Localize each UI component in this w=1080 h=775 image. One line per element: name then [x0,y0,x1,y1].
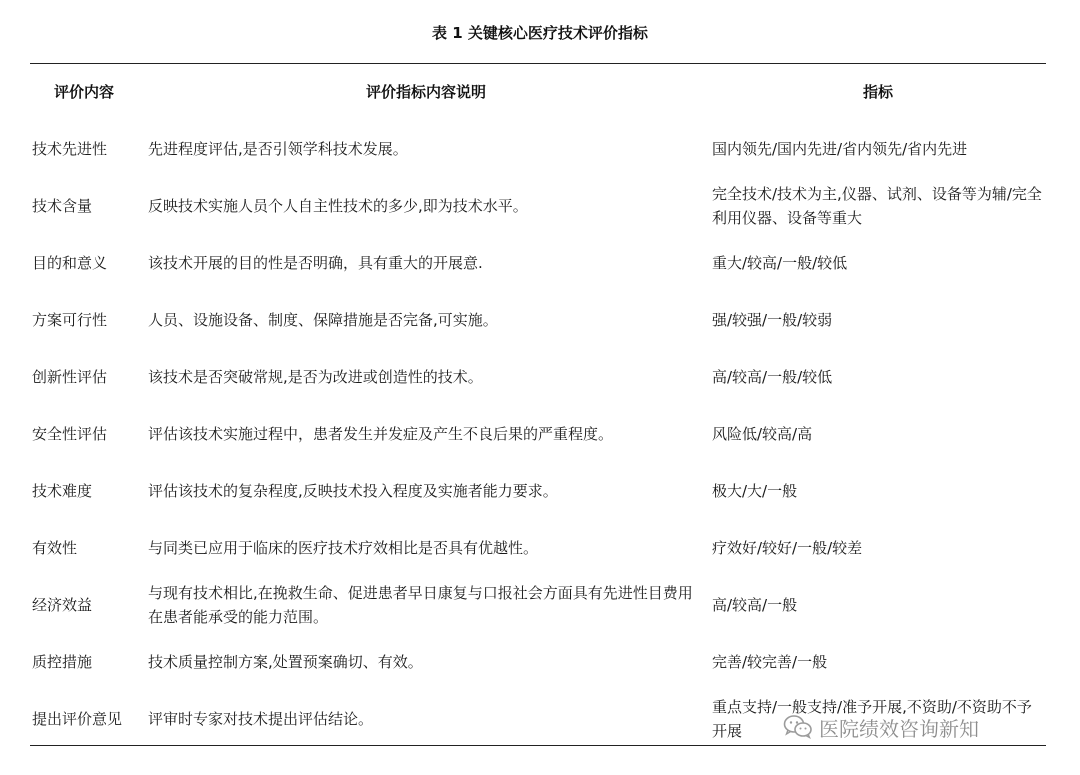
row-indicator: 疗效好/较好/一般/较差 [712,538,863,557]
row-item: 提出评价意见 [32,709,123,728]
table-row [0,177,1080,234]
watermark [783,712,979,742]
row-description: 先进程度评估,是否引领学科技术发展。 [148,139,408,158]
table-row [0,120,1080,177]
table-title: 表 1 关键核心医疗技术评价指标 [432,24,648,42]
row-item: 方案可行性 [32,310,108,329]
row-description: 与现有技术相比,在挽救生命、促进患者早日康复与口报社会方面具有先进性目费用在患者能承受的能力范围。 [148,583,693,626]
row-indicator: 高/较高/一般/较低 [712,367,833,386]
row-indicator: 重大/较高/一般/较低 [712,253,848,272]
table-row [0,291,1080,348]
row-description: 评审时专家对技术提出评估结论。 [148,709,374,728]
header-indicator-description: 评价指标内容说明 [365,83,486,101]
row-item: 安全性评估 [32,424,108,443]
table-row [0,234,1080,291]
row-item: 经济效益 [32,595,93,614]
table-row [0,576,1080,633]
row-indicator: 重点支持/一般支持/准予开展,不资助/不资助不予开展 [712,697,1032,740]
row-item: 质控措施 [32,652,93,671]
row-item: 技术含量 [32,196,93,215]
row-indicator: 风险低/较高/高 [712,424,813,443]
row-indicator: 极大/大/一般 [712,481,798,500]
table-body [0,120,1080,747]
row-indicator: 完善/较完善/一般 [712,652,828,671]
row-description: 该技术是否突破常规,是否为改进或创造性的技术。 [148,367,483,386]
header-evaluation-content: 评价内容 [54,83,115,101]
row-indicator: 国内领先/国内先进/省内领先/省内先进 [712,139,968,158]
row-description: 该技术开展的目的性是否明确，具有重大的开展意. [148,253,483,272]
table-bottom-rule [30,745,1046,746]
row-description: 技术质量控制方案,处置预案确切、有效。 [148,652,423,671]
table-row [0,519,1080,576]
row-item: 创新性评估 [32,367,108,386]
row-description: 反映技术实施人员个人自主性技术的多少,即为技术水平。 [148,196,528,215]
table-row [0,462,1080,519]
row-item: 目的和意义 [32,253,108,272]
row-item: 有效性 [32,538,78,557]
table-row [0,633,1080,690]
table-row [0,348,1080,405]
table-header-row [0,63,1080,120]
row-indicator: 完全技术/技术为主,仪器、试剂、设备等为辅/完全利用仪器、设备等重大 [712,184,1042,227]
row-indicator: 强/较强/一般/较弱 [712,310,833,329]
row-item: 技术难度 [32,481,93,500]
header-indicator: 指标 [862,83,893,101]
row-description: 人员、设施设备、制度、保障措施是否完备,可实施。 [148,310,498,329]
row-description: 评估该技术的复杂程度,反映技术投入程度及实施者能力要求。 [148,481,558,500]
wechat-icon [783,714,813,740]
table-row [0,405,1080,462]
row-indicator: 高/较高/一般 [712,595,798,614]
row-description: 与同类已应用于临床的医疗技术疗效相比是否具有优越性。 [148,538,539,557]
row-item: 技术先进性 [32,139,108,158]
row-description: 评估该技术实施过程中，患者发生并发症及产生不良后果的严重程度。 [148,424,614,443]
watermark-text: 医院绩效咨询新知 [819,716,979,741]
